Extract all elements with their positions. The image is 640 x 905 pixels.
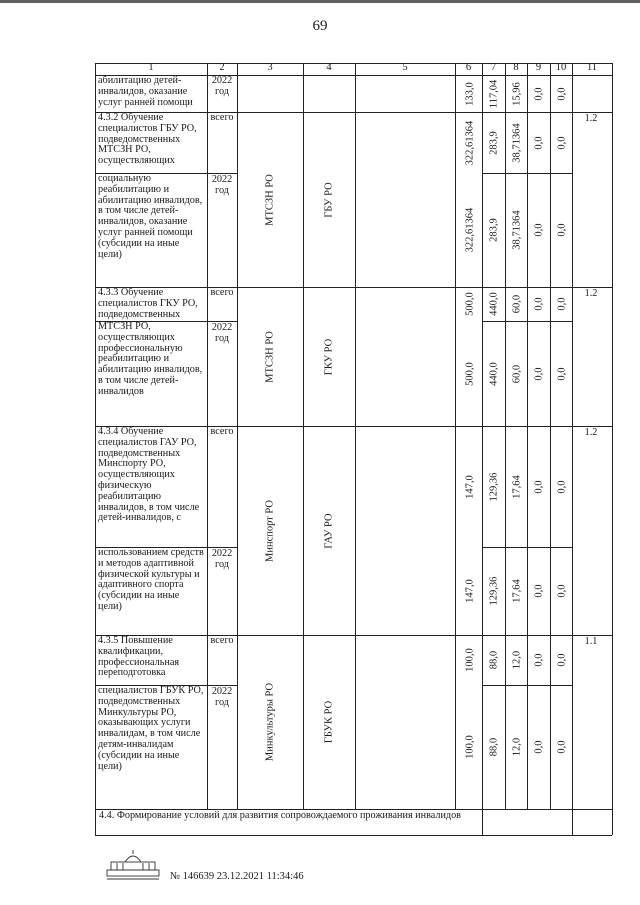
year-value-col-7: 88,0 [488, 737, 500, 757]
total-value-col-7: 440,0 [488, 292, 500, 316]
header-col-11: 11 [586, 63, 598, 73]
table-bottom-border [95, 835, 612, 836]
subrow-rule [482, 547, 572, 548]
scan-top-edge [0, 0, 640, 12]
total-value-col-8: 17,64 [511, 474, 522, 499]
header-col-8: 8 [513, 63, 519, 73]
year-value-col-8: 17,64 [511, 579, 522, 603]
value-col-6: 133,0 [464, 81, 476, 106]
column-rule [237, 75, 238, 809]
total-value-col-8: 12,0 [511, 650, 522, 670]
column-rule [482, 75, 483, 809]
year-value-col-6: 147,0 [464, 579, 476, 603]
building-stamp-icon [103, 848, 163, 882]
total-value-col-6: 322,61364 [464, 120, 476, 165]
column-rule [572, 809, 573, 835]
row-year: 2022 год [211, 76, 233, 97]
row-description-bottom: использованием средств и методов адаптивной физической культуры и адаптивного спорта (субсидии на иные цели) [98, 548, 204, 612]
column-rule [527, 75, 528, 809]
year-value-col-9: 0,0 [533, 740, 545, 754]
total-value-col-9: 0,0 [533, 653, 545, 667]
year-value-col-10: 0,0 [556, 223, 567, 237]
total-value-col-6: 147,0 [464, 474, 476, 499]
row-description-bottom: специалистов ГБУК РО, подведомственных Минкультуры РО, оказывающих услуги инвалидам, в том числе детям-инвалидам (субсидии на иные цели) [98, 686, 204, 772]
total-value-col-10: 0,0 [556, 297, 567, 311]
subrow-rule [207, 547, 237, 548]
year-value-col-9: 0,0 [533, 366, 545, 381]
total-value-col-8: 60,0 [511, 294, 522, 314]
table-right-border [612, 63, 613, 835]
column-rule [355, 75, 356, 809]
total-value-col-6: 500,0 [464, 292, 476, 316]
subrow-rule [482, 685, 572, 686]
recipient-name: ГБУ РО [323, 181, 335, 218]
total-value-col-7: 283,9 [488, 130, 500, 155]
row-description-bottom: социальную реабилитацию и абилитацию инвалидов, в том числе детей-инвалидов, оказание услуг ранней помощи (субсидии на иные цели) [98, 174, 203, 260]
value-col-7: 117,04 [488, 79, 500, 108]
row-reference: 1.2 [584, 289, 598, 299]
subrow-rule [207, 685, 237, 686]
value-col-10: 0,0 [556, 86, 567, 101]
subrow-rule [207, 173, 237, 174]
row-year: 2022 год [211, 549, 233, 570]
row-total-label: всего [210, 427, 234, 437]
column-rule [455, 75, 456, 809]
year-value-col-7: 283,9 [488, 218, 500, 242]
year-value-col-7: 440,0 [488, 361, 500, 386]
year-value-col-9: 0,0 [533, 584, 545, 598]
document-registration-footer: № 146639 23.12.2021 11:34:46 [170, 871, 304, 882]
row-year: 2022 год [211, 175, 233, 196]
year-value-col-10: 0,0 [556, 740, 567, 754]
table-left-border [95, 63, 96, 835]
row-reference: 1.1 [584, 637, 598, 647]
column-rule [207, 75, 208, 809]
executor-name: Минспорт РО [264, 499, 276, 562]
column-rule [505, 75, 506, 809]
total-value-col-10: 0,0 [556, 653, 567, 667]
total-value-col-9: 0,0 [533, 479, 545, 494]
total-value-col-8: 38,71364 [511, 122, 522, 163]
value-col-8: 15,96 [511, 81, 522, 106]
budget-table [95, 63, 612, 835]
total-value-col-7: 129,36 [488, 472, 500, 501]
header-col-9: 9 [535, 63, 542, 73]
row-description-top: 4.3.3 Обучение специалистов ГКУ РО, подведомственных [98, 288, 198, 320]
year-value-col-8: 38,71364 [511, 210, 522, 250]
section-4-4-title: 4.4. Формирование условий для развития сопровождаемого проживания инвалидов [99, 811, 461, 821]
row-total-label: всего [210, 636, 234, 646]
executor-name: МТСЗН РО [264, 173, 276, 226]
row-reference: 1.2 [584, 114, 598, 124]
row-description: абилитацию детей-инвалидов, оказание услуг ранней помощи [98, 76, 193, 108]
column-rule [572, 75, 573, 809]
header-col-3: 3 [267, 63, 273, 73]
recipient-name: ГБУК РО [323, 700, 335, 744]
row-description-top: 4.3.4 Обучение специалистов ГАУ РО, подведомственных Минспорту РО, осуществляющих физическую реабилитацию инвалидов, в том числе детей-инвалидов, с [98, 427, 200, 524]
row-year: 2022 год [211, 323, 233, 344]
row-total-label: всего [210, 288, 234, 298]
total-value-col-10: 0,0 [556, 479, 567, 494]
subrow-rule [207, 321, 237, 322]
header-col-4: 4 [326, 63, 332, 73]
year-value-col-7: 129,36 [488, 576, 500, 606]
year-value-col-6: 100,0 [464, 735, 476, 759]
row-reference: 1.2 [584, 428, 598, 438]
executor-name: МТСЗН РО [264, 330, 276, 383]
header-col-6: 6 [465, 63, 472, 73]
total-value-col-6: 100,0 [464, 648, 476, 672]
year-value-col-10: 0,0 [556, 584, 567, 598]
page-number: 69 [312, 18, 328, 34]
year-value-col-6: 500,0 [464, 361, 476, 386]
value-col-9: 0,0 [533, 86, 545, 101]
recipient-name: ГАУ РО [323, 512, 335, 549]
column-rule [550, 75, 551, 809]
row-border [95, 809, 612, 810]
total-value-col-9: 0,0 [533, 135, 545, 150]
row-year: 2022 год [211, 687, 233, 708]
total-value-col-7: 88,0 [488, 650, 500, 670]
recipient-name: ГКУ РО [323, 338, 335, 375]
header-col-10: 10 [555, 63, 567, 73]
total-value-col-10: 0,0 [556, 135, 567, 150]
year-value-col-6: 322,61364 [464, 207, 476, 253]
executor-name: Минкультуры РО [264, 682, 276, 762]
year-value-col-9: 0,0 [533, 223, 545, 237]
year-value-col-8: 60,0 [511, 364, 522, 383]
header-col-1: 1 [148, 63, 154, 73]
row-description-bottom: МТСЗН РО, осуществляющих профессиональную реабилитацию и абилитацию инвалидов, в том числе детей-инвалидов [98, 322, 203, 397]
total-value-col-9: 0,0 [533, 297, 545, 311]
row-total-label: всего [210, 113, 234, 123]
column-rule [303, 75, 304, 809]
row-description-top: 4.3.2 Обучение специалистов ГБУ РО, подведомственных МТСЗН РО, осуществляющих [98, 113, 197, 167]
row-description-top: 4.3.5 Повышение квалификации, профессиональная переподготовка [98, 636, 180, 679]
header-col-7: 7 [490, 63, 497, 73]
header-col-5: 5 [402, 63, 408, 73]
subrow-rule [482, 173, 572, 174]
subrow-rule [482, 321, 572, 322]
column-rule [482, 809, 483, 835]
year-value-col-8: 12,0 [511, 737, 522, 757]
header-col-2: 2 [219, 63, 225, 73]
year-value-col-10: 0,0 [556, 366, 567, 381]
